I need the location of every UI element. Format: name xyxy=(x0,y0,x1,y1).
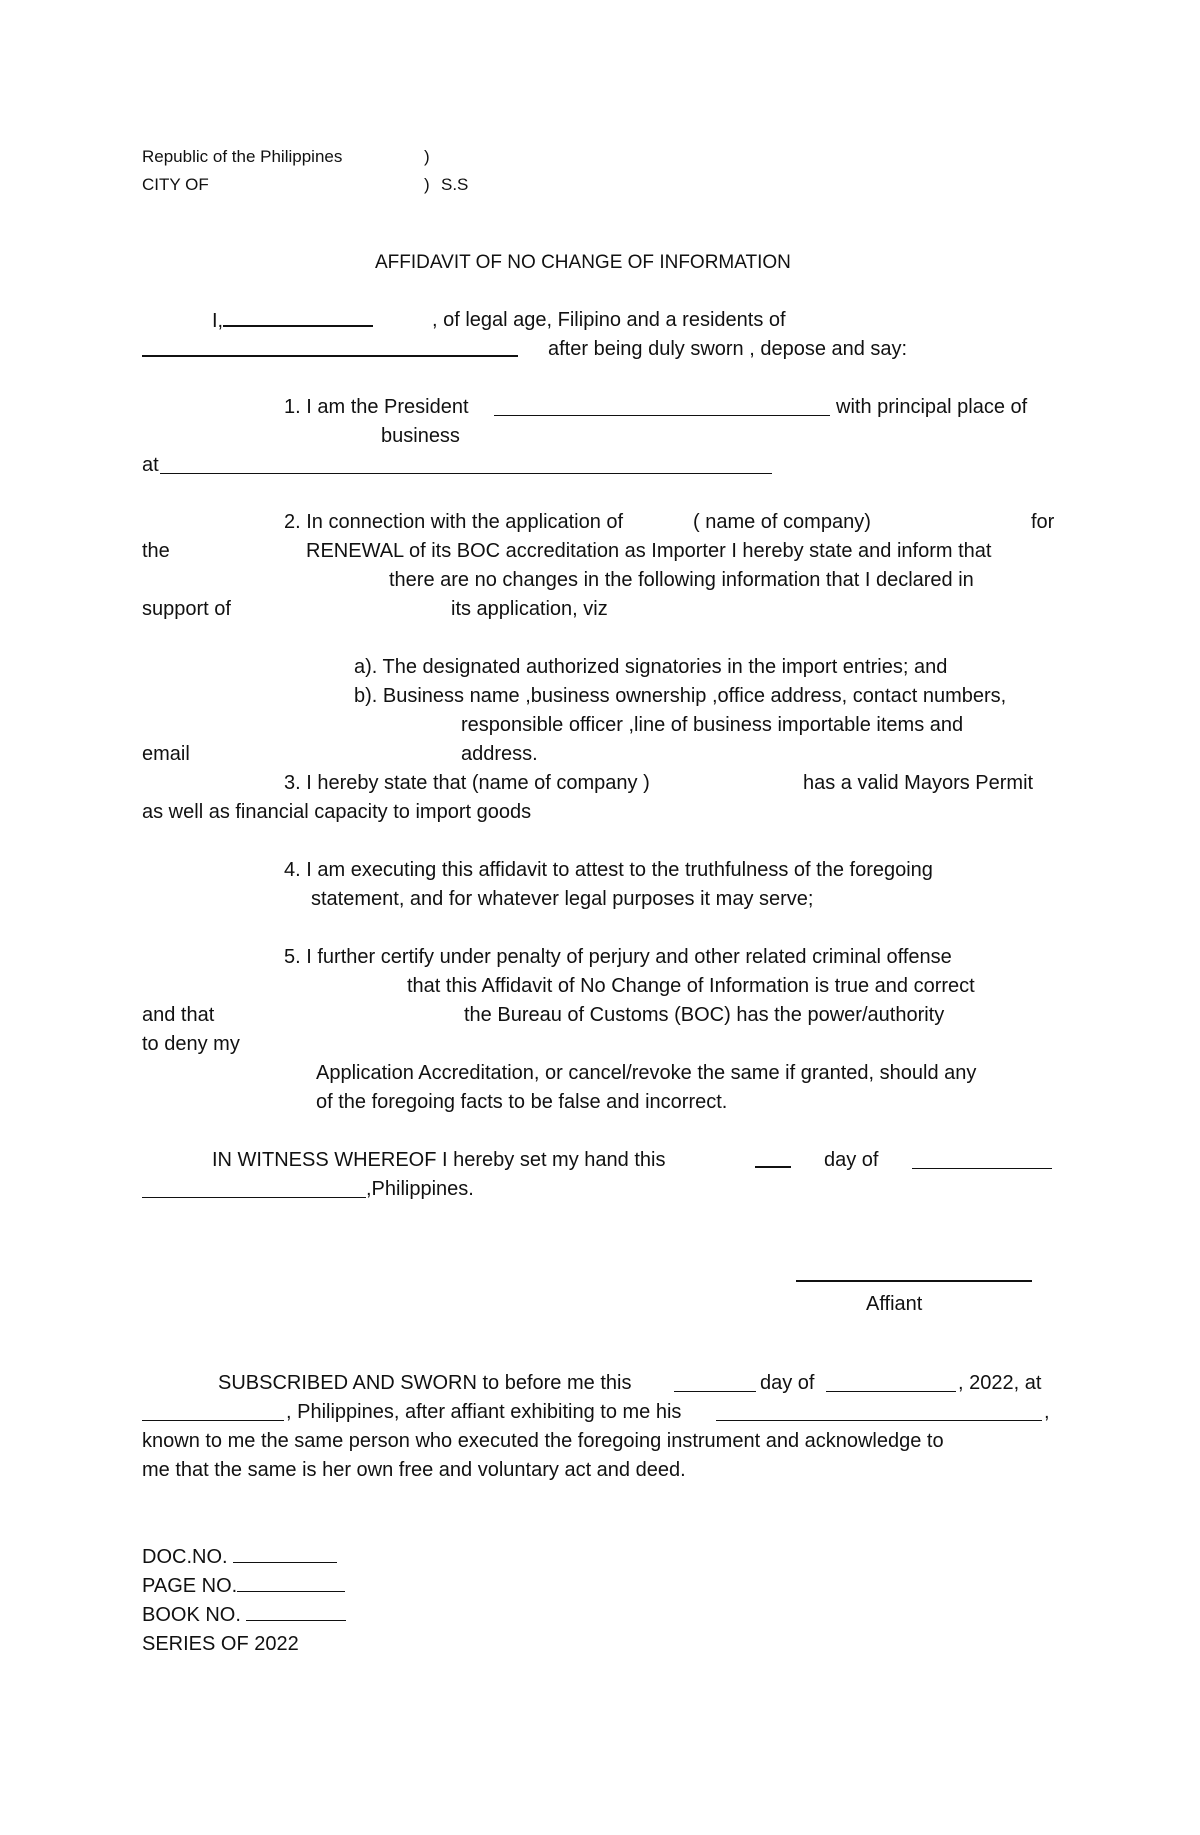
jurat-day-blank xyxy=(674,1391,756,1392)
month-blank xyxy=(912,1168,1052,1169)
item2-l1-c: for xyxy=(1031,511,1055,533)
intro-line-1 xyxy=(212,307,373,334)
city-label: CITY OF xyxy=(142,175,209,194)
item1-text-a: 1. I am the President xyxy=(284,396,469,418)
subitem-b-line-3-b: address. xyxy=(461,743,538,765)
paren-1: ) xyxy=(424,147,430,166)
subitem-b-line-1: b). Business name ,business ownership ,office address, contact numbers, xyxy=(354,685,1007,707)
ss-label: S.S xyxy=(441,175,469,194)
page-no-row xyxy=(142,1573,345,1599)
book-no-label: BOOK NO. xyxy=(142,1604,241,1626)
item4-l1: 4. I am executing this affidavit to attest to the truthfulness of the foregoing xyxy=(284,859,933,881)
item2-l4-b: its application, viz xyxy=(451,598,608,620)
item3-l1-a: 3. I hereby state that (name of company ) xyxy=(284,772,650,794)
series-label: SERIES OF 2022 xyxy=(142,1633,299,1655)
jurat-month-blank xyxy=(826,1391,956,1392)
item1-text-d: at xyxy=(142,454,159,476)
item5-l2: that this Affidavit of No Change of Information is true and correct xyxy=(407,975,975,997)
item1-text-c: business xyxy=(381,425,460,447)
president-of-blank xyxy=(494,415,830,416)
doc-no-blank xyxy=(233,1544,337,1563)
item2-l2-b: RENEWAL of its BOC accreditation as Importer I hereby state and inform that xyxy=(306,540,992,562)
jurat-l2-a: , Philippines, after affiant exhibiting to me his xyxy=(286,1401,682,1423)
item5-l3-a: and that xyxy=(142,1004,215,1026)
item5-l4: to deny my xyxy=(142,1033,240,1055)
republic-label: Republic of the Philippines xyxy=(142,147,343,166)
subitem-b-line-2: responsible officer ,line of business importable items and xyxy=(461,714,964,736)
item3-l1-b: has a valid Mayors Permit xyxy=(803,772,1034,794)
doc-no-row xyxy=(142,1544,337,1570)
item2-l4-a: support of xyxy=(142,598,231,620)
address-blank xyxy=(160,473,772,474)
witness-l1-b: day of xyxy=(824,1149,879,1171)
jurat-place-blank xyxy=(142,1420,284,1421)
item4-l2: statement, and for whatever legal purposes it may serve; xyxy=(311,888,814,910)
subitem-b-line-3-a: email xyxy=(142,743,190,765)
item2-l1-b: ( name of company) xyxy=(693,511,871,533)
paren-2: ) xyxy=(424,175,430,194)
witness-l2: ,Philippines. xyxy=(366,1178,474,1200)
item5-l3-b: the Bureau of Customs (BOC) has the power/authority xyxy=(464,1004,945,1026)
id-blank xyxy=(716,1420,1042,1421)
intro-line-1-rest: , of legal age, Filipino and a residents of xyxy=(432,309,786,331)
item3-l2: as well as financial capacity to import goods xyxy=(142,801,532,823)
page-no-label: PAGE NO. xyxy=(142,1575,238,1597)
item2-l2-a: the xyxy=(142,540,170,562)
day-blank xyxy=(755,1166,791,1168)
witness-l1-a: IN WITNESS WHEREOF I hereby set my hand this xyxy=(212,1149,666,1171)
residence-blank xyxy=(142,355,518,357)
subitem-a: a). The designated authorized signatories in the import entries; and xyxy=(354,656,948,678)
item5-l1: 5. I further certify under penalty of perjury and other related criminal offense xyxy=(284,946,952,968)
place-blank xyxy=(142,1197,366,1198)
jurat-l1-b: day of xyxy=(760,1372,815,1394)
item5-l5: Application Accreditation, or cancel/revoke the same if granted, should any xyxy=(316,1062,977,1084)
item5-l6: of the foregoing facts to be false and incorrect. xyxy=(316,1091,728,1113)
doc-no-label: DOC.NO. xyxy=(142,1546,228,1568)
item2-l3: there are no changes in the following information that I declared in xyxy=(389,569,974,591)
jurat-l1-c: , 2022, at xyxy=(958,1372,1042,1394)
jurat-l2-b: , xyxy=(1044,1401,1050,1423)
jurat-l4: me that the same is her own free and voluntary act and deed. xyxy=(142,1459,686,1481)
intro-line-2-rest: after being duly sworn , depose and say: xyxy=(548,338,908,360)
name-blank xyxy=(223,307,373,327)
item2-l1-a: 2. In connection with the application of xyxy=(284,511,624,533)
i-label: I, xyxy=(212,310,224,332)
item1-text-b: with principal place of xyxy=(836,396,1028,418)
book-no-blank xyxy=(246,1602,346,1621)
affiant-signature-line xyxy=(796,1280,1032,1282)
page-no-blank xyxy=(237,1573,345,1592)
book-no-row xyxy=(142,1602,346,1628)
document-title: AFFIDAVIT OF NO CHANGE OF INFORMATION xyxy=(375,252,791,273)
jurat-l1-a: SUBSCRIBED AND SWORN to before me this xyxy=(218,1372,632,1394)
jurat-l3: known to me the same person who executed the foregoing instrument and acknowledge to xyxy=(142,1430,944,1452)
affiant-label: Affiant xyxy=(866,1293,923,1315)
